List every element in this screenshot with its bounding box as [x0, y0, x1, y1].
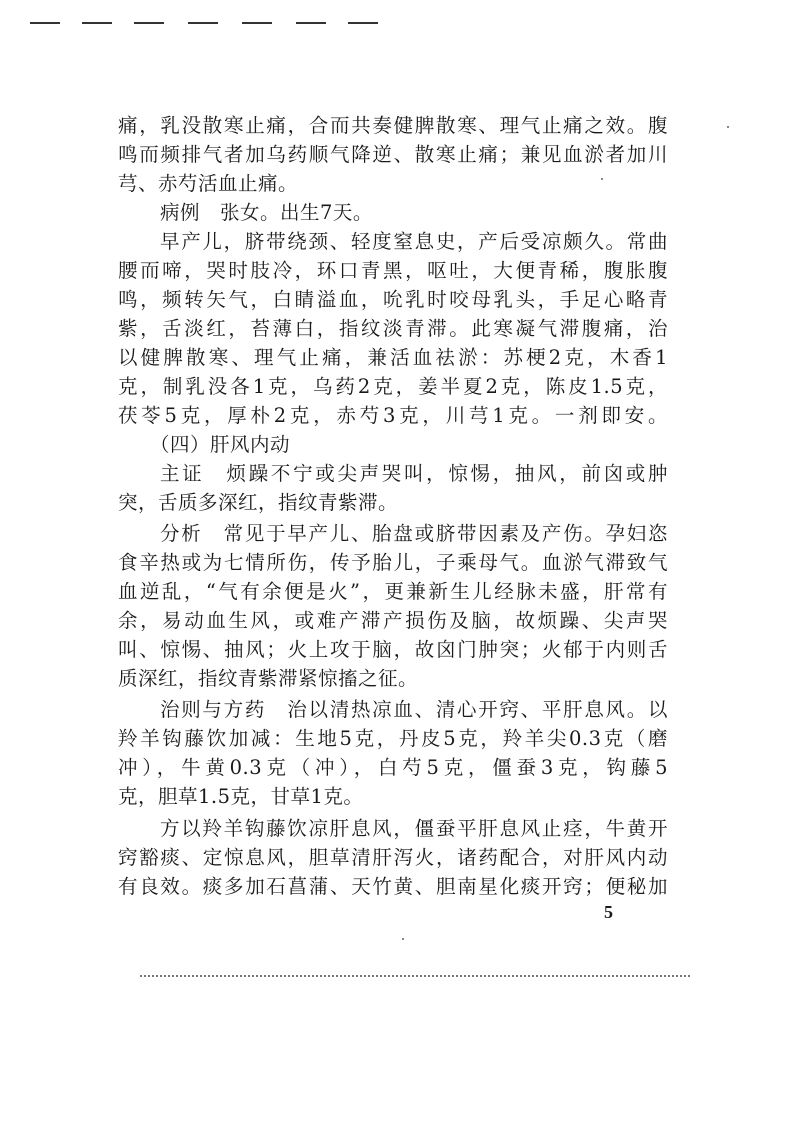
header-dash: [188, 22, 218, 24]
text-line: 以健脾散寒、理气止痛，兼活血祛淤：苏梗2克，木香1: [118, 346, 668, 369]
text-line: 突，舌质多深红，指纹青紫滞。: [118, 491, 399, 514]
text-line: 叫、惊惕、抽风；火上攻于脑，故囟门肿突；火郁于内则舌: [118, 638, 668, 661]
text-line: 质深红，指纹青紫滞紧惊搐之征。: [118, 667, 419, 690]
section-heading: （四）肝风内动: [150, 433, 291, 456]
scan-speck: [727, 126, 729, 128]
text-line: 克，制乳没各1克，乌药2克，姜半夏2克，陈皮1.5克，: [118, 375, 668, 398]
case-heading: 病例 张女。出生7天。: [160, 201, 373, 224]
text-line: 早产儿，脐带绕颈、轻度窒息史，产后受凉颇久。常曲: [160, 230, 668, 253]
text-line: 痛，乳没散寒止痛，合而共奏健脾散寒、理气止痛之效。腹: [118, 114, 668, 137]
text-line: 分析 常见于早产儿、胎盘或脐带因素及产伤。孕妇恣: [160, 522, 668, 545]
header-dash: [242, 22, 272, 24]
footer-rule: [140, 975, 690, 977]
header-dash: [296, 22, 326, 24]
text-line: 治则与方药 治以清热凉血、清心开窍、平肝息风。以: [160, 698, 668, 721]
text-line: 羚羊钩藤饮加减：生地5克，丹皮5克，羚羊尖0.3克（磨: [118, 727, 668, 750]
text-line: 鸣，频转矢气，白睛溢血，吮乳时咬母乳头，手足心略青: [118, 288, 668, 311]
header-dash: [30, 22, 60, 24]
scan-speck: [402, 938, 404, 940]
text-line: 芎、赤芍活血止痛。: [118, 172, 299, 195]
text-line: 血逆乱，“气有余便是火”，更兼新生儿经脉未盛，肝常有: [118, 580, 668, 603]
text-line: 鸣而频排气者加乌药顺气降逆、散寒止痛；兼见血淤者加川: [118, 143, 668, 166]
text-line: 食辛热或为七情所伤，传予胎儿，子乘母气。血淤气滞致气: [118, 551, 668, 574]
scan-speck: [601, 178, 603, 180]
header-dash: [348, 22, 378, 24]
text-line: 主证 烦躁不宁或尖声哭叫，惊惕，抽风，前囟或肿: [160, 462, 668, 485]
text-line: 紫，舌淡红，苔薄白，指纹淡青滞。此寒凝气滞腹痛，治: [118, 317, 668, 340]
text-line: 有良效。痰多加石菖蒲、天竹黄、胆南星化痰开窍；便秘加: [118, 875, 668, 898]
text-line: 方以羚羊钩藤饮凉肝息风，僵蚕平肝息风止痉，牛黄开: [160, 817, 668, 840]
text-line: 窍豁痰、定惊息风，胆草清肝泻火，诸药配合，对肝风内动: [118, 846, 668, 869]
text-line: 茯苓5克，厚朴2克，赤芍3克，川芎1克。一剂即安。: [118, 404, 668, 427]
header-dash: [134, 22, 164, 24]
text-line: 腰而啼，哭时肢冷，环口青黑，呕吐，大便青稀，腹胀腹: [118, 259, 668, 282]
header-dash: [82, 22, 112, 24]
text-line: 余，易动血生风，或难产滞产损伤及脑，故烦躁、尖声哭: [118, 609, 668, 632]
text-line: 冲），牛黄0.3克（冲），白芍5克，僵蚕3克，钩藤5: [118, 756, 668, 779]
page-number: 5: [604, 902, 613, 922]
text-line: 克，胆草1.5克，甘草1克。: [118, 785, 364, 808]
